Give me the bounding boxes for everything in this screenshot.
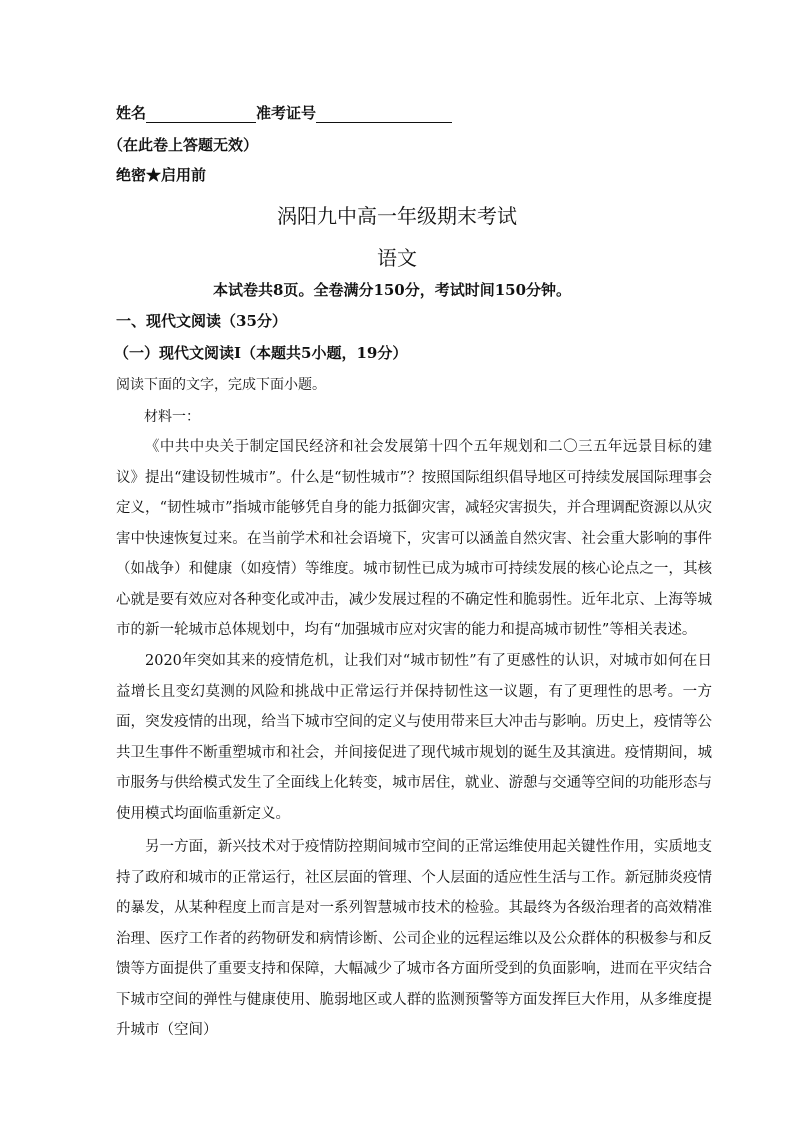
name-label: 姓名 xyxy=(116,104,147,122)
exam-title: 涡阳九中高一年级期末考试 xyxy=(277,204,517,228)
name-blank xyxy=(146,106,256,123)
invalid-note: （在此卷上答题无效） xyxy=(108,136,259,154)
material-label: 材料一： xyxy=(144,409,200,425)
paragraph-1: 《中共中央关于制定国民经济和社会发展第十四个五年规划和二〇三五年远景目标的建议》提出“建设韧性城市”。什么是“韧性城市”？按照国际组织倡导地区可持续发展国际理事会定义，“韧性城市”指城市能够凭自身的能力抵御灾害，减轻灾害损失，并合理调配资源以从灾害中快速恢复过来。在当前学术和社会语境下，灾害可以涵盖自然灾害、社会重大影响的事件（如战争）和健康（如疫情）等维度。城市韧性已成为城市可持续发展的核心论点之一，其核心就是要有效应对各种变化或冲击，减少发展过程的不确定性和脆弱性。近年北京、上海等城市的新一轮城市总体规划中，均有“加强城市应对灾害的能力和提高城市韧性”等相关表述。 xyxy=(116,439,712,638)
id-label: 准考证号 xyxy=(256,104,317,122)
paragraph-2: 2020年突如其来的疫情危机，让我们对“城市韧性”有了更感性的认识，对城市如何在日益增长且变幻莫测的风险和挑战中正常运行并保持韧性这一议题，有了更理性的思考。一方面，突发疫情的出现，给当下城市空间的定义与使用带来巨大冲击与影响。历史上，疫情等公共卫生事件不断重塑城市和社会，并间接促进了现代城市规划的诞生及其演进。疫情期间，城市服务与供给模式发生了全面线上化转变，城市居住，就业、游憩与交通等空间的功能形态与使用模式均面临重新定义。 xyxy=(116,653,712,822)
subject-title: 语文 xyxy=(377,246,417,270)
id-blank xyxy=(316,106,452,123)
section-heading: 一、现代文阅读（35分） xyxy=(116,312,287,330)
exam-info: 本试卷共8页。全卷满分150分，考试时间150分钟。 xyxy=(213,281,572,299)
paragraph-3: 另一方面，新兴技术对于疫情防控期间城市空间的正常运维使用起关键性作用，实质地支持了政府和城市的正常运行，社区层面的管理、个人层面的适应性生活与工作。新冠肺炎疫情的暴发，从某种程度上而言是对一系列智慧城市技术的检验。其最终为各级治理者的高效精准治理、医疗工作者的药物研发和病情诊断、公司企业的远程运维以及公众群体的积极参与和反馈等方面提供了重要支持和保障，大幅减少了城市各方面所受到的负面影响，进而在平灾结合下城市空间的弹性与健康使用、脆弱地区或人群的监测预警等方面发挥巨大作用，从多维度提升城市（空间） xyxy=(116,839,712,1038)
sub-heading: （一）现代文阅读Ⅰ（本题共5小题，19分） xyxy=(114,344,408,362)
instruction-text: 阅读下面的文字，完成下面小题。 xyxy=(116,376,326,392)
candidate-info-row xyxy=(116,102,452,123)
secret-label: 绝密★启用前 xyxy=(116,166,207,184)
